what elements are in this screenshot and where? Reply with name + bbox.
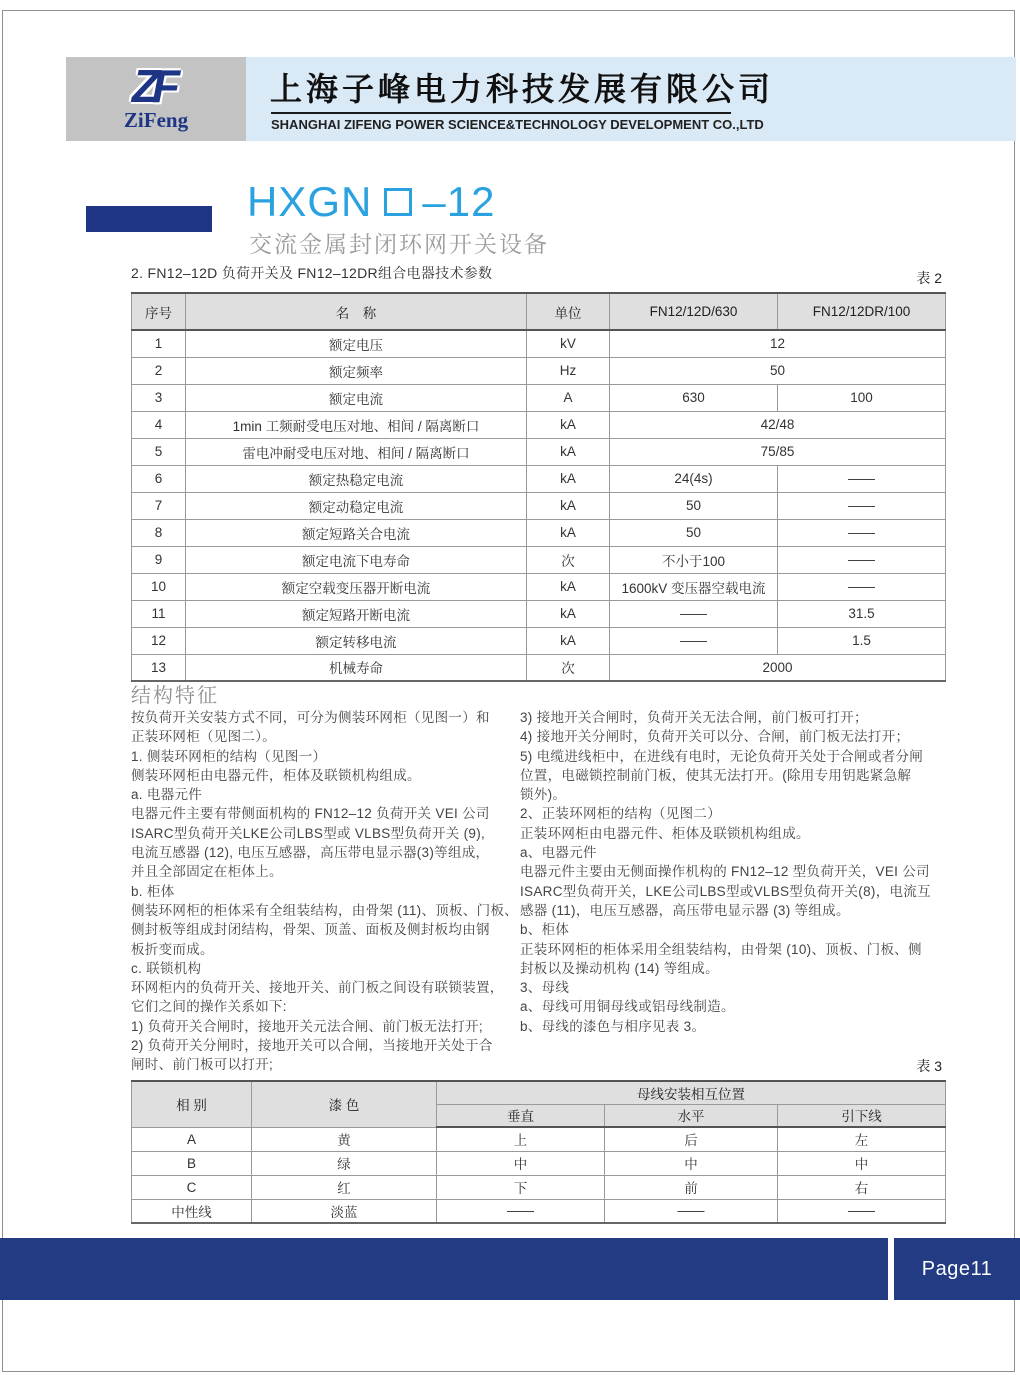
table3-row: [132, 1199, 946, 1223]
table-cell: 1.5: [778, 627, 946, 654]
feature-text-line: 电流互感器 (12), 电压互感器，高压带电显示器(3)等组成，: [131, 845, 490, 861]
table-cell: ——: [778, 492, 946, 519]
feature-text-line: 板折变而成。: [131, 941, 214, 957]
table-cell: 红: [252, 1175, 437, 1199]
table-cell: kA: [527, 573, 610, 600]
features-column-left: [131, 708, 523, 1075]
table-cell: 100: [778, 384, 946, 411]
footer-bar: [0, 1238, 888, 1300]
feature-text-line: 按负荷开关安装方式不同，可分为侧装环网柜（见图一）和: [131, 710, 490, 725]
feature-text-line: 并且全部固定在柜体上。: [131, 864, 283, 880]
model-placeholder-box-icon: [384, 188, 412, 216]
table-cell: 12: [132, 627, 186, 654]
table-cell: A: [527, 384, 610, 411]
feature-text-line: a、母线可用铜母线或铝母线制造。: [520, 999, 735, 1015]
table-cell: 不小于100: [610, 546, 778, 573]
logo-wordmark: ZiFeng: [123, 108, 189, 132]
table-cell: ——: [610, 627, 778, 654]
table-cell: 1: [132, 330, 186, 357]
feature-text-line: b. 柜体: [131, 883, 175, 899]
table-cell: 11: [132, 600, 186, 627]
feature-text-line: 闸时、前门板可以打开;: [131, 1057, 274, 1073]
feature-text-line: 位置，电磁锁控制前门板，使其无法打开。(除用专用钥匙紧急解: [520, 767, 912, 783]
table-cell: 雷电冲耐受电压对地、相间 / 隔离断口: [186, 438, 527, 465]
table3-header-vertical: 垂直: [437, 1104, 605, 1127]
feature-text-line: 2) 负荷开关分闸时，接地开关可以合闸，当接地开关处于合: [131, 1038, 493, 1054]
feature-text-line: a、电器元件: [520, 845, 597, 861]
table3-row: [132, 1151, 946, 1175]
feature-text-line: 3) 接地开关合闸时，负荷开关无法合闸，前门板可打开；: [520, 710, 868, 725]
table-cell: 6: [132, 465, 186, 492]
table-cell: kA: [527, 600, 610, 627]
table-cell: 75/85: [610, 438, 946, 465]
table-cell: 额定频率: [186, 357, 527, 384]
feature-text-line: ISARC型负荷开关LKE公司LBS型或 VLBS型负荷开关 (9),: [131, 825, 486, 841]
table2-row: [132, 492, 946, 519]
table-cell: kV: [527, 330, 610, 357]
logo-panel: [66, 57, 246, 141]
table-cell: ——: [778, 465, 946, 492]
table-cell: 左: [778, 1127, 946, 1151]
feature-text-line: 封板以及操动机构 (14) 等组成。: [520, 960, 719, 976]
table-cell: 630: [610, 384, 778, 411]
table2-label: 表 2: [916, 270, 942, 286]
company-name-chinese: 上海子峰电力科技发展有限公司: [270, 71, 775, 107]
feature-text-line: c. 联锁机构: [131, 960, 202, 976]
table-cell: 9: [132, 546, 186, 573]
table2-header-name: 名 称: [186, 293, 527, 330]
table-cell: 次: [527, 546, 610, 573]
banner-divider: [271, 112, 731, 114]
table-cell: kA: [527, 465, 610, 492]
table-cell: 1min 工频耐受电压对地、相间 / 隔离断口: [186, 411, 527, 438]
table2-header-unit: 单位: [527, 293, 610, 330]
zf-logo-icon: ZF: [131, 60, 173, 112]
feature-text-line: 1. 侧装环网柜的结构（见图一）: [131, 748, 327, 764]
table2-row: [132, 573, 946, 600]
table-cell: 中: [437, 1151, 605, 1175]
feature-text-line: 正装环网柜（见图二）。: [131, 729, 277, 745]
table-cell: 3: [132, 384, 186, 411]
table-cell: 下: [437, 1175, 605, 1199]
table2-row: [132, 465, 946, 492]
table-cell: 中: [778, 1151, 946, 1175]
table3-header-row1: [132, 1081, 946, 1104]
table-cell: 绿: [252, 1151, 437, 1175]
table-cell: 后: [605, 1127, 778, 1151]
table-cell: ——: [778, 546, 946, 573]
table2-caption: 2. FN12–12D 负荷开关及 FN12–12DR组合电器技术参数: [131, 265, 493, 281]
table-cell: kA: [527, 438, 610, 465]
features-heading: 结构特征: [131, 685, 219, 707]
table-cell: ——: [778, 573, 946, 600]
table-cell: 2: [132, 357, 186, 384]
table-cell: 额定短路开断电流: [186, 600, 527, 627]
features-column-right: [520, 708, 950, 1036]
table-cell: 额定转移电流: [186, 627, 527, 654]
feature-text-line: b、柜体: [520, 922, 570, 938]
table-cell: 4: [132, 411, 186, 438]
table2-row: [132, 546, 946, 573]
table2-row: [132, 411, 946, 438]
table2-row: [132, 357, 946, 384]
table3-header-horizontal: 水平: [605, 1104, 778, 1127]
table-cell: ——: [605, 1199, 778, 1223]
table-cell: ——: [778, 519, 946, 546]
feature-text-line: 5) 电缆进线柜中，在进线有电时，无论负荷开关处于合闸或者分闸: [520, 748, 924, 764]
table-cell: 上: [437, 1127, 605, 1151]
table-cell: 黄: [252, 1127, 437, 1151]
table2-row: [132, 384, 946, 411]
table2-header-model2: FN12/12DR/100: [778, 293, 946, 330]
table-cell: 额定短路关合电流: [186, 519, 527, 546]
table-cell: ——: [610, 600, 778, 627]
table2-row: [132, 600, 946, 627]
feature-text-line: 感器 (11)，电压互感器，高压带电显示器 (3) 等组成。: [520, 902, 850, 918]
feature-text-line: 侧装环网柜的柜体采有全组装结构，由骨架 (11)、顶板、门板、: [131, 902, 519, 918]
table-cell: 7: [132, 492, 186, 519]
table2-row: [132, 438, 946, 465]
table2-row: [132, 519, 946, 546]
table-cell: 额定动稳定电流: [186, 492, 527, 519]
model-suffix: –12: [422, 178, 496, 225]
feature-text-line: 3、母线: [520, 980, 570, 996]
feature-text-line: 2、正装环网柜的结构（见图二）: [520, 806, 722, 822]
table-cell: 额定热稳定电流: [186, 465, 527, 492]
table3-header-group: 母线安装相互位置: [437, 1081, 946, 1104]
table3-label: 表 3: [916, 1058, 942, 1074]
table-cell: 淡蓝: [252, 1199, 437, 1223]
model-prefix: HXGN: [247, 178, 373, 225]
busbar-table: [131, 1080, 946, 1224]
product-model-title: [247, 178, 495, 226]
table3-header-color: 漆 色: [252, 1081, 437, 1127]
table2-row: [132, 654, 946, 681]
table3-header-phase: 相 别: [132, 1081, 252, 1127]
table-cell: 50: [610, 357, 946, 384]
table3-row: [132, 1127, 946, 1151]
table-cell: ——: [778, 1199, 946, 1223]
table-cell: 2000: [610, 654, 946, 681]
table-cell: 24(4s): [610, 465, 778, 492]
table-cell: Hz: [527, 357, 610, 384]
table-cell: kA: [527, 519, 610, 546]
feature-text-line: 环网柜内的负荷开关、接地开关、前门板之间设有联锁装置，: [131, 980, 504, 996]
table-cell: 中: [605, 1151, 778, 1175]
table2-header-no: 序号: [132, 293, 186, 330]
table-cell: kA: [527, 492, 610, 519]
feature-text-line: 侧封板等组成封闭结构，骨架、顶盖、面板及侧封板均由钢: [131, 922, 490, 938]
table-cell: 额定空载变压器开断电流: [186, 573, 527, 600]
parameters-table: [131, 292, 946, 682]
table-cell: 中性线: [132, 1199, 252, 1223]
feature-text-line: 电器元件主要由无侧面操作机构的 FN12–12 型负荷开关，VEI 公司: [520, 864, 930, 880]
table-cell: B: [132, 1151, 252, 1175]
table2-row: [132, 627, 946, 654]
table2-header-row: [132, 293, 946, 330]
table-cell: A: [132, 1127, 252, 1151]
feature-text-line: b、母线的漆色与相序见表 3。: [520, 1018, 706, 1034]
table-cell: 1600kV 变压器空载电流: [610, 573, 778, 600]
table-cell: 12: [610, 330, 946, 357]
table2-row: [132, 330, 946, 357]
feature-text-line: 1) 负荷开关合闸时，接地开关元法合闸、前门板无法打开;: [131, 1018, 483, 1034]
product-subtitle: 交流金属封闭环网开关设备: [249, 231, 549, 257]
feature-text-line: 4) 接地开关分闸时，负荷开关可以分、合闸，前门板无法打开；: [520, 729, 910, 745]
page-number-badge: Page11: [894, 1238, 1020, 1300]
feature-text-line: 正装环网柜的柜体采用全组装结构，由骨架 (10)、顶板、门板、侧: [520, 941, 922, 957]
feature-text-line: 锁外)。: [520, 787, 567, 803]
table3-header-lead: 引下线: [778, 1104, 946, 1127]
feature-text-line: 侧装环网柜由电器元件，柜体及联锁机构组成。: [131, 767, 421, 783]
table-cell: 50: [610, 519, 778, 546]
table-cell: 机械寿命: [186, 654, 527, 681]
table-cell: kA: [527, 627, 610, 654]
table-cell: kA: [527, 411, 610, 438]
table-cell: 前: [605, 1175, 778, 1199]
table-cell: 右: [778, 1175, 946, 1199]
table-cell: 31.5: [778, 600, 946, 627]
table-cell: 10: [132, 573, 186, 600]
title-accent-bar: [86, 206, 212, 232]
table-cell: 42/48: [610, 411, 946, 438]
table-cell: 额定电流下电寿命: [186, 546, 527, 573]
table2-header-model1: FN12/12D/630: [610, 293, 778, 330]
table-cell: 13: [132, 654, 186, 681]
company-name-english: SHANGHAI ZIFENG POWER SCIENCE&TECHNOLOGY DEVELOPMENT CO.,LTD: [271, 117, 764, 132]
table-cell: 5: [132, 438, 186, 465]
table-cell: 次: [527, 654, 610, 681]
feature-text-line: ISARC型负荷开关，LKE公司LBS型或VLBS型负荷开关(8)，电流互: [520, 883, 931, 899]
feature-text-line: 电器元件主要有带侧面机构的 FN12–12 负荷开关 VEI 公司: [131, 806, 490, 822]
table-cell: 额定电流: [186, 384, 527, 411]
table3-row: [132, 1175, 946, 1199]
table-cell: 50: [610, 492, 778, 519]
feature-text-line: 它们之间的操作关系如下:: [131, 999, 287, 1015]
table-cell: ——: [437, 1199, 605, 1223]
feature-text-line: 正装环网柜由电器元件、柜体及联锁机构组成。: [520, 825, 810, 841]
feature-text-line: a. 电器元件: [131, 787, 203, 803]
table-cell: 额定电压: [186, 330, 527, 357]
table-cell: C: [132, 1175, 252, 1199]
table-cell: 8: [132, 519, 186, 546]
company-banner: [246, 57, 1016, 141]
